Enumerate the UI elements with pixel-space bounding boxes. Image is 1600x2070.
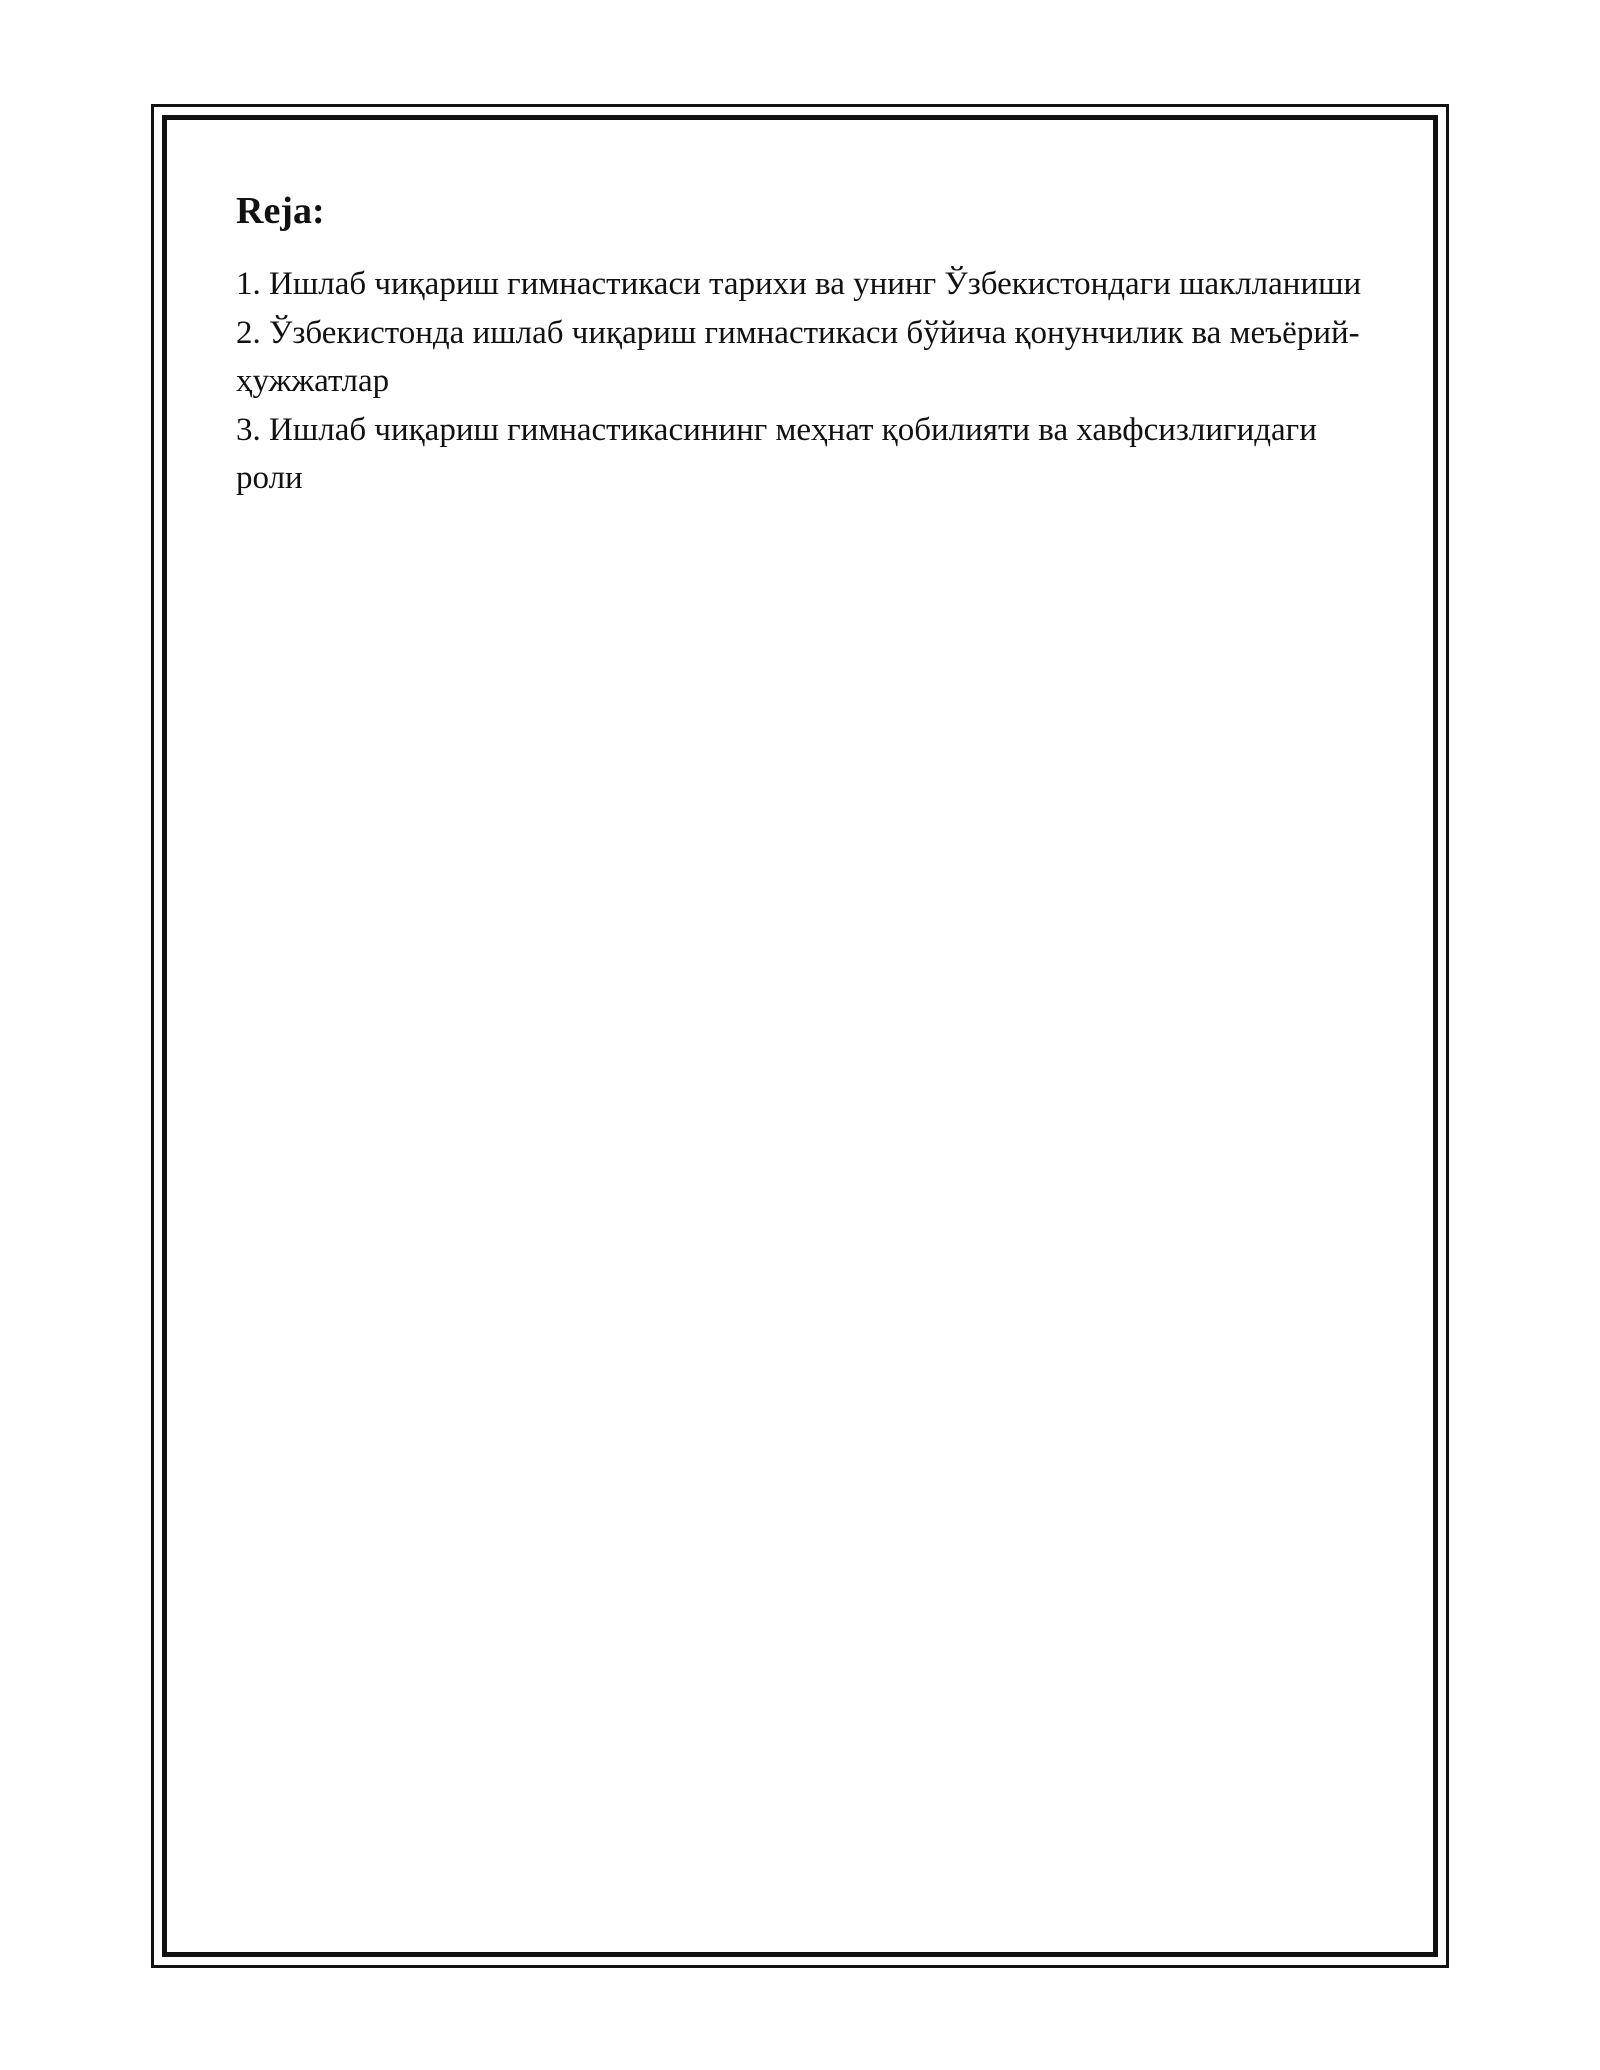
plan-item: 2. Ўзбекистонда ишлаб чиқариш гимнастикаси бўйича қонунчилик ва меъёрий-ҳужжатлар <box>236 314 1360 399</box>
plan-item: 3. Ишлаб чиқариш гимнастикасининг меҳнат қобилияти ва хавфсизлигидаги роли <box>236 411 1317 496</box>
plan-list <box>236 260 1366 503</box>
plan-heading: Reja: <box>236 190 325 232</box>
page-content <box>236 188 1366 503</box>
plan-item: 1. Ишлаб чиқариш гимнастикаси тарихи ва унинг Ўзбекистондаги шаклланиши <box>236 266 1362 302</box>
